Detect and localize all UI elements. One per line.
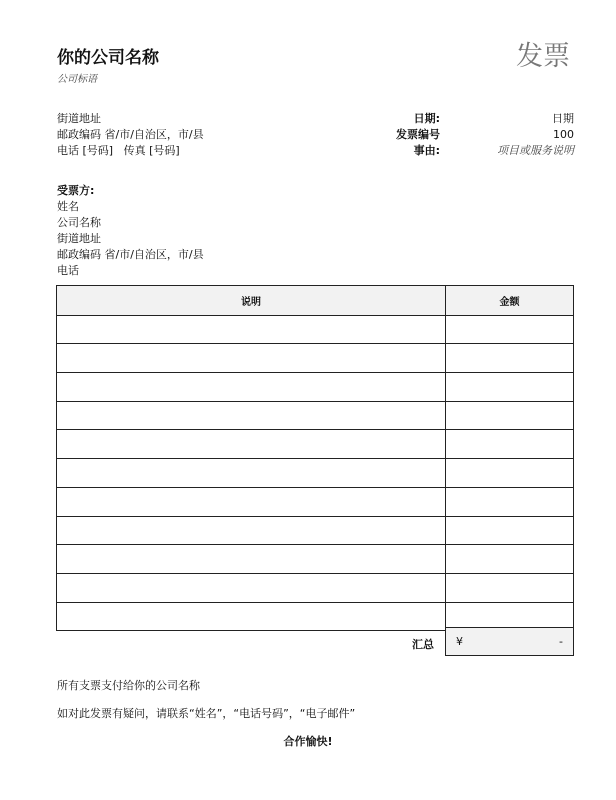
table-row (57, 544, 573, 573)
description-cell[interactable] (57, 488, 446, 516)
meta-label: 事由: (413, 144, 440, 157)
table-header (57, 286, 573, 315)
bill-to-city: 邮政编码 省/市/自治区，市/县 (57, 248, 204, 261)
amount-cell[interactable] (446, 545, 573, 573)
bill-to-name: 姓名 (57, 200, 79, 213)
sender-address (57, 111, 204, 159)
table-row (57, 343, 573, 372)
header-amount: 金额 (499, 296, 520, 308)
table-row (57, 573, 573, 602)
footer-thanks: 合作愉快! (283, 735, 333, 748)
amount-cell[interactable] (446, 459, 573, 487)
amount-cell[interactable] (446, 344, 573, 372)
bill-to (57, 183, 204, 279)
amount-cell[interactable] (446, 373, 573, 401)
total-value: - (559, 635, 563, 648)
total-box (445, 627, 574, 656)
description-cell[interactable] (57, 373, 446, 401)
table-row (57, 372, 573, 401)
sender-street: 街道地址 (57, 112, 101, 125)
amount-cell[interactable] (446, 517, 573, 545)
table-row (57, 487, 573, 516)
sender-city: 邮政编码 省/市/自治区，市/县 (57, 128, 204, 141)
description-cell[interactable] (57, 402, 446, 430)
company-slogan: 公司标语 (57, 74, 97, 85)
meta-reason (390, 143, 574, 159)
meta-date (390, 111, 574, 127)
bill-to-company: 公司名称 (57, 216, 101, 229)
amount-cell[interactable] (446, 430, 573, 458)
meta-invoice-number (390, 127, 574, 143)
items-table (56, 285, 574, 631)
description-cell[interactable] (57, 459, 446, 487)
amount-cell[interactable] (446, 402, 573, 430)
table-row (57, 516, 573, 545)
footer-payable: 所有支票支付给你的公司名称 (57, 679, 200, 692)
invoice-meta (390, 111, 574, 159)
meta-value: 100 (553, 128, 574, 141)
table-row (57, 602, 573, 631)
bill-to-label: 受票方: (57, 184, 95, 197)
description-cell[interactable] (57, 430, 446, 458)
bill-to-phone: 电话 (57, 264, 79, 277)
amount-cell[interactable] (446, 488, 573, 516)
description-cell[interactable] (57, 545, 446, 573)
total-label: 汇总 (412, 638, 434, 651)
table-row (57, 401, 573, 430)
table-row (57, 315, 573, 344)
meta-label: 日期: (413, 112, 440, 125)
description-cell[interactable] (57, 574, 446, 602)
description-cell[interactable] (57, 316, 446, 344)
table-row (57, 429, 573, 458)
meta-value: 项目或服务说明 (497, 144, 574, 157)
table-row (57, 458, 573, 487)
description-cell[interactable] (57, 517, 446, 545)
amount-cell[interactable] (446, 574, 573, 602)
meta-value: 日期 (552, 112, 574, 125)
description-cell[interactable] (57, 603, 446, 631)
footer-contact: 如对此发票有疑问，请联系“姓名”，“电话号码”，“电子邮件” (57, 707, 356, 720)
company-name: 你的公司名称 (57, 48, 159, 68)
description-cell[interactable] (57, 344, 446, 372)
total-currency: ¥ (456, 635, 463, 648)
header-description: 说明 (57, 286, 446, 315)
sender-phone: 电话 [号码] 传真 [号码] (57, 144, 180, 157)
meta-label: 发票编号 (396, 128, 440, 141)
invoice-title: 发票 (516, 41, 570, 72)
bill-to-street: 街道地址 (57, 232, 101, 245)
amount-cell[interactable] (446, 316, 573, 344)
